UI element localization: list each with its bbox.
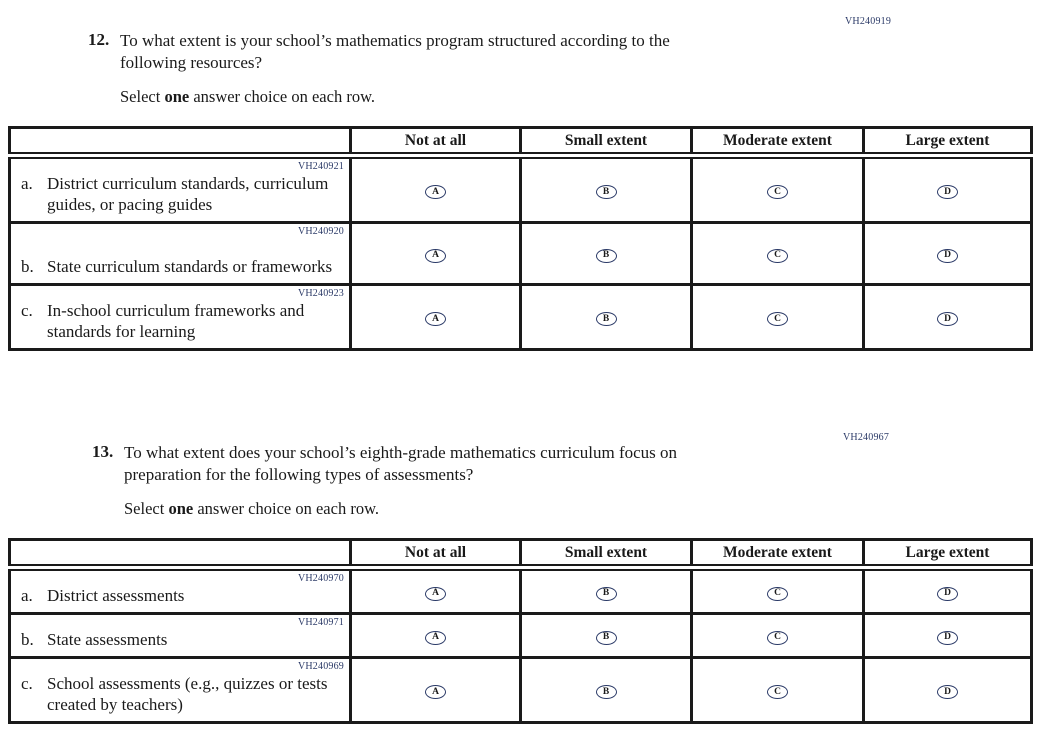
answer-oval[interactable]: C bbox=[767, 249, 788, 263]
question-text-line: preparation for the following types of assessments? bbox=[124, 465, 474, 484]
row-label-cell bbox=[10, 658, 351, 723]
column-header: Not at all bbox=[351, 540, 521, 568]
answer-cell bbox=[521, 568, 692, 614]
answer-cell bbox=[692, 223, 864, 285]
row-letter: b. bbox=[21, 630, 34, 649]
row-variable-code: VH240920 bbox=[297, 226, 344, 237]
answer-oval[interactable]: C bbox=[767, 631, 788, 645]
row-letter: c. bbox=[21, 301, 33, 320]
row-label bbox=[21, 173, 344, 215]
answer-oval[interactable]: A bbox=[425, 587, 446, 601]
row-variable-code: VH240921 bbox=[297, 161, 344, 172]
answer-oval[interactable]: B bbox=[596, 249, 617, 263]
header-row bbox=[10, 128, 1032, 156]
answer-cell bbox=[864, 285, 1032, 350]
response-table-13 bbox=[8, 538, 1033, 724]
question-variable-code: VH240967 bbox=[843, 432, 890, 443]
answer-cell bbox=[692, 568, 864, 614]
answer-oval[interactable]: C bbox=[767, 312, 788, 326]
answer-oval[interactable]: C bbox=[767, 185, 788, 199]
column-header: Moderate extent bbox=[692, 128, 864, 156]
question-number: 12. bbox=[88, 30, 110, 49]
row-letter: a. bbox=[21, 174, 33, 193]
answer-oval[interactable]: B bbox=[596, 587, 617, 601]
column-header: Large extent bbox=[864, 128, 1032, 156]
question-variable-code: VH240919 bbox=[845, 16, 892, 27]
table-row bbox=[10, 614, 1032, 658]
select-instruction bbox=[120, 87, 670, 107]
answer-cell bbox=[351, 614, 521, 658]
answer-oval[interactable]: D bbox=[937, 631, 958, 645]
column-header: Large extent bbox=[864, 540, 1032, 568]
row-label bbox=[21, 585, 344, 606]
question-12 bbox=[88, 30, 670, 107]
question-text-line: following resources? bbox=[120, 53, 263, 72]
instruction-bold: one bbox=[168, 499, 194, 518]
row-label bbox=[21, 629, 344, 650]
answer-cell bbox=[521, 156, 692, 223]
row-letter: c. bbox=[21, 674, 33, 693]
row-label-text: State curriculum standards or frameworks bbox=[47, 257, 333, 276]
answer-oval[interactable]: D bbox=[937, 685, 958, 699]
answer-cell bbox=[351, 285, 521, 350]
instruction-prefix: Select bbox=[124, 499, 169, 518]
answer-oval[interactable]: D bbox=[937, 587, 958, 601]
answer-cell bbox=[864, 223, 1032, 285]
question-13 bbox=[92, 442, 677, 519]
answer-oval[interactable]: C bbox=[767, 685, 788, 699]
row-label bbox=[21, 256, 344, 277]
answer-cell bbox=[351, 658, 521, 723]
column-header: Not at all bbox=[351, 128, 521, 156]
table-row bbox=[10, 156, 1032, 223]
row-label-cell bbox=[10, 223, 351, 285]
answer-oval[interactable]: D bbox=[937, 312, 958, 326]
answer-cell bbox=[864, 658, 1032, 723]
row-letter: a. bbox=[21, 586, 33, 605]
answer-oval[interactable]: D bbox=[937, 249, 958, 263]
answer-cell bbox=[692, 156, 864, 223]
answer-cell bbox=[692, 614, 864, 658]
answer-oval[interactable]: A bbox=[425, 312, 446, 326]
answer-oval[interactable]: B bbox=[596, 685, 617, 699]
answer-cell bbox=[351, 223, 521, 285]
row-label bbox=[21, 673, 344, 715]
row-label-cell bbox=[10, 614, 351, 658]
question-body bbox=[124, 442, 677, 519]
question-text-line: To what extent does your school’s eighth-grade mathematics curriculum focus on bbox=[124, 443, 678, 462]
answer-cell bbox=[864, 614, 1032, 658]
table-row bbox=[10, 223, 1032, 285]
table-row bbox=[10, 285, 1032, 350]
row-label-text: District curriculum standards, curriculum guides, or pacing guides bbox=[47, 174, 329, 214]
header-row bbox=[10, 540, 1032, 568]
row-label-cell bbox=[10, 285, 351, 350]
table-row bbox=[10, 658, 1032, 723]
answer-cell bbox=[864, 568, 1032, 614]
answer-oval[interactable]: C bbox=[767, 587, 788, 601]
instruction-suffix: answer choice on each row. bbox=[193, 499, 380, 518]
instruction-suffix: answer choice on each row. bbox=[189, 87, 376, 106]
row-variable-code: VH240923 bbox=[297, 288, 344, 299]
answer-cell bbox=[521, 614, 692, 658]
answer-cell bbox=[521, 223, 692, 285]
response-table-12 bbox=[8, 126, 1033, 351]
column-header: Small extent bbox=[521, 128, 692, 156]
answer-oval[interactable]: A bbox=[425, 185, 446, 199]
answer-cell bbox=[351, 156, 521, 223]
row-variable-code: VH240969 bbox=[297, 661, 344, 672]
row-variable-code: VH240971 bbox=[297, 617, 344, 628]
column-header: Moderate extent bbox=[692, 540, 864, 568]
answer-cell bbox=[692, 658, 864, 723]
answer-cell bbox=[864, 156, 1032, 223]
answer-cell bbox=[351, 568, 521, 614]
answer-oval[interactable]: D bbox=[937, 185, 958, 199]
answer-oval[interactable]: B bbox=[596, 185, 617, 199]
row-letter: b. bbox=[21, 257, 34, 276]
table-row bbox=[10, 568, 1032, 614]
question-number: 13. bbox=[92, 442, 114, 461]
row-label-cell bbox=[10, 568, 351, 614]
row-label-text: District assessments bbox=[47, 586, 185, 605]
corner-cell bbox=[10, 128, 351, 156]
answer-oval[interactable]: A bbox=[425, 685, 446, 699]
row-label-text: In-school curriculum frameworks and standards for learning bbox=[47, 301, 305, 341]
answer-cell bbox=[521, 658, 692, 723]
instruction-bold: one bbox=[164, 87, 190, 106]
answer-oval[interactable]: B bbox=[596, 631, 617, 645]
instruction-prefix: Select bbox=[120, 87, 165, 106]
select-instruction bbox=[124, 499, 677, 519]
answer-oval[interactable]: A bbox=[425, 631, 446, 645]
corner-cell bbox=[10, 540, 351, 568]
row-variable-code: VH240970 bbox=[297, 573, 344, 584]
question-text-line: To what extent is your school’s mathematics program structured according to the bbox=[120, 31, 670, 50]
answer-oval[interactable]: A bbox=[425, 249, 446, 263]
answer-cell bbox=[521, 285, 692, 350]
answer-oval[interactable]: B bbox=[596, 312, 617, 326]
answer-cell bbox=[692, 285, 864, 350]
row-label-text: State assessments bbox=[47, 630, 168, 649]
question-body bbox=[120, 30, 670, 107]
column-header: Small extent bbox=[521, 540, 692, 568]
row-label-cell bbox=[10, 156, 351, 223]
row-label bbox=[21, 300, 344, 342]
row-label-text: School assessments (e.g., quizzes or tests created by teachers) bbox=[47, 674, 328, 714]
